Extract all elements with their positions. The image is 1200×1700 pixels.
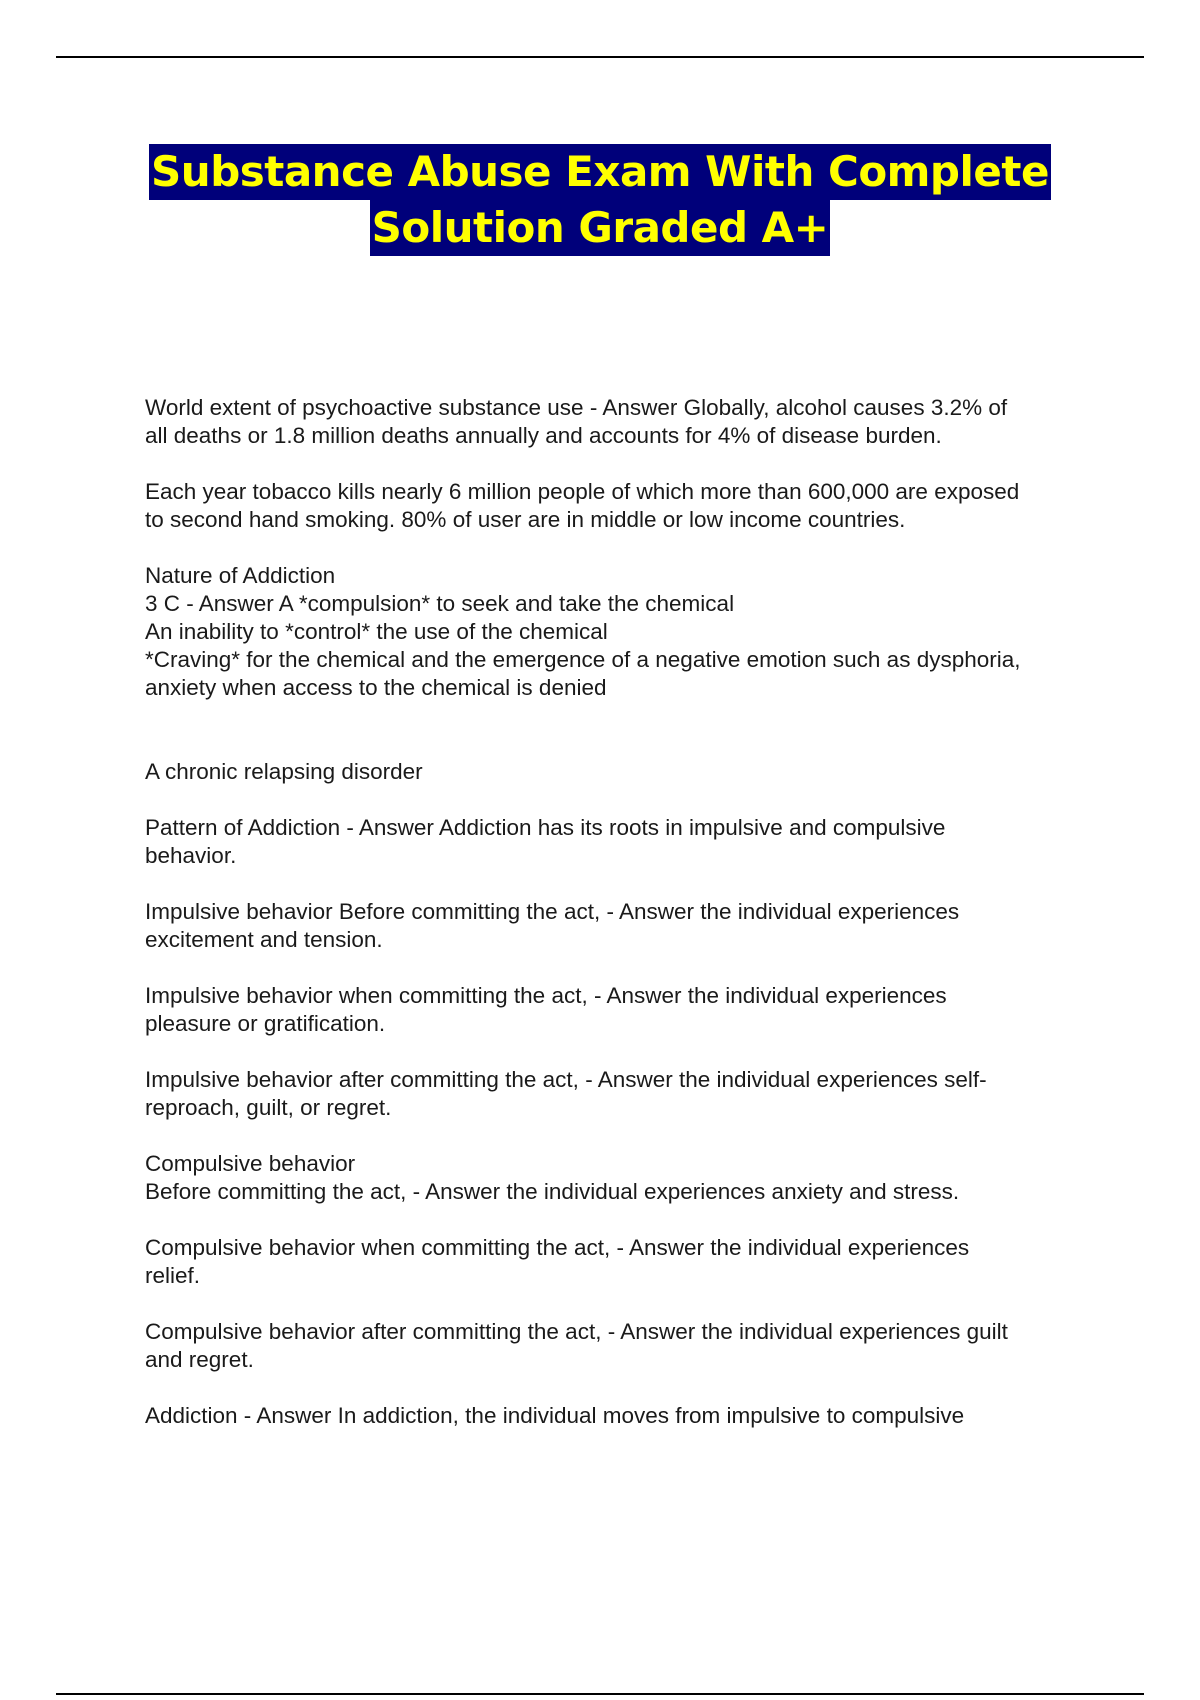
footer-rule <box>56 1693 1144 1695</box>
text-line: Compulsive behavior <box>145 1151 356 1176</box>
text-line: World extent of psychoactive substance use - Answer Globally, alcohol causes 3.2% of <box>145 395 1008 420</box>
document-body <box>145 394 1095 1458</box>
text-line: anxiety when access to the chemical is denied <box>145 675 607 700</box>
text-line: all deaths or 1.8 million deaths annually and accounts for 4% of disease burden. <box>145 423 942 448</box>
paragraph-addiction <box>145 1402 1095 1430</box>
text-line: Compulsive behavior when committing the act, - Answer the individual experiences <box>145 1235 970 1260</box>
text-line: and regret. <box>145 1347 254 1372</box>
text-line: 3 C - Answer A *compulsion* to seek and take the chemical <box>145 591 735 616</box>
paragraph-compulsive-after <box>145 1318 1095 1374</box>
title-line-1: Substance Abuse Exam With Complete <box>149 144 1051 200</box>
paragraph-pattern-of-addiction <box>145 814 1095 870</box>
paragraph-impulsive-after <box>145 1066 1095 1122</box>
text-line: Pattern of Addiction - Answer Addiction has its roots in impulsive and compulsive <box>145 815 946 840</box>
paragraph-compulsive-when <box>145 1234 1095 1290</box>
header-rule <box>56 56 1144 58</box>
text-line: A chronic relapsing disorder <box>145 759 423 784</box>
text-line: Compulsive behavior after committing the act, - Answer the individual experiences guilt <box>145 1319 1008 1344</box>
title-line-2: Solution Graded A+ <box>370 200 831 256</box>
text-line: Impulsive behavior when committing the act, - Answer the individual experiences <box>145 983 947 1008</box>
paragraph-impulsive-when <box>145 982 1095 1038</box>
paragraph-tobacco <box>145 478 1095 534</box>
text-line: to second hand smoking. 80% of user are in middle or low income countries. <box>145 507 906 532</box>
paragraph-world-extent <box>145 394 1095 450</box>
text-line: relief. <box>145 1263 201 1288</box>
text-line: Impulsive behavior after committing the act, - Answer the individual experiences self- <box>145 1067 987 1092</box>
text-line: reproach, guilt, or regret. <box>145 1095 392 1120</box>
paragraph-nature-of-addiction <box>145 562 1095 702</box>
text-line: Impulsive behavior Before committing the act, - Answer the individual experiences <box>145 899 960 924</box>
text-line: Before committing the act, - Answer the individual experiences anxiety and stress. <box>145 1179 960 1204</box>
paragraph-chronic-relapsing <box>145 758 1095 786</box>
text-line: *Craving* for the chemical and the emergence of a negative emotion such as dysphoria, <box>145 647 1021 672</box>
text-line: Each year tobacco kills nearly 6 million people of which more than 600,000 are exposed <box>145 479 1020 504</box>
text-line: Nature of Addiction <box>145 563 336 588</box>
paragraph-impulsive-before <box>145 898 1095 954</box>
text-line: pleasure or gratification. <box>145 1011 386 1036</box>
paragraph-compulsive-before <box>145 1150 1095 1206</box>
text-line: Addiction - Answer In addiction, the individual moves from impulsive to compulsive <box>145 1403 965 1428</box>
text-line: An inability to *control* the use of the chemical <box>145 619 608 644</box>
document-title <box>0 144 1200 256</box>
text-line: excitement and tension. <box>145 927 383 952</box>
text-line: behavior. <box>145 843 237 868</box>
